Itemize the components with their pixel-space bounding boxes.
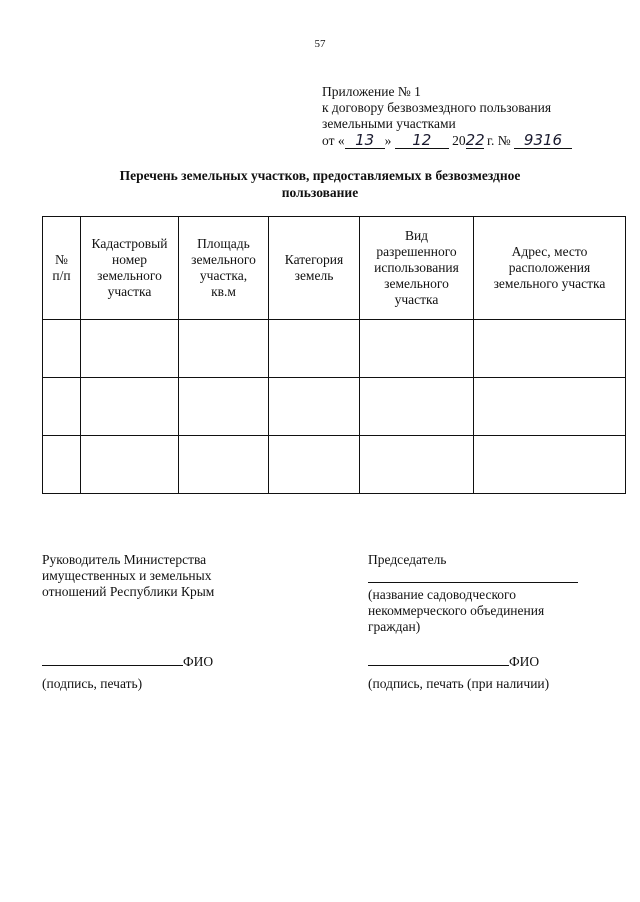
annex-line-plots: земельными участками [322,116,456,131]
header-address: Адрес, место расположения земельного участка [474,217,626,320]
title-line-2: пользование [281,185,359,200]
document-title [100,167,540,201]
table-row [43,436,626,494]
date-month-handwritten: 12 [395,132,449,149]
table-cell [43,320,81,378]
organization-caption [368,587,628,635]
organization-caption-line-1: (название садоводческого [368,587,517,602]
contract-number-handwritten: 9316 [514,132,572,149]
organization-caption-line-3: граждан) [368,619,421,634]
chairman-signature-blank [368,665,509,666]
table-cell [269,378,360,436]
ministry-signature-block [42,552,292,600]
header-land-category: Категория земель [269,217,360,320]
ministry-signature-caption: (подпись, печать) [42,676,143,691]
ministry-signature-line [42,654,302,670]
date-prefix: от « [322,133,345,148]
table-cell [360,436,474,494]
table-cell [269,320,360,378]
title-line-1: Перечень земельных участков, предоставляемых в безвозмездное [119,168,521,183]
land-plots-table [42,216,626,494]
table-cell [43,436,81,494]
ministry-title-line-2: имущественных и земельных [42,568,212,583]
table-cell [179,320,269,378]
header-permitted-use: Вид разрешенного использования земельного участка [360,217,474,320]
header-number: № п/п [43,217,81,320]
header-cadastral-number: Кадастровый номер земельного участка [81,217,179,320]
ministry-title-line-1: Руководитель Министерства [42,552,207,567]
annex-header [322,84,622,152]
organization-caption-line-2: некоммерческого объединения [368,603,545,618]
table-cell [179,436,269,494]
annex-title: Приложение № 1 [322,84,421,99]
date-day-handwritten: 13 [345,132,385,149]
header-area: Площадь земельного участка, кв.м [179,217,269,320]
number-mark: г. № [486,133,511,148]
table-cell [81,378,179,436]
table-cell [81,436,179,494]
ministry-signature-blank [42,665,183,666]
table-header-row [43,217,626,320]
table-row [43,378,626,436]
ministry-fio-label: ФИО [183,654,214,669]
ministry-title-line-3: отношений Республики Крым [42,584,215,599]
annex-line-contract: к договору безвозмездного пользования [322,100,552,115]
chairman-signature-caption: (подпись, печать (при наличии) [368,676,550,691]
date-year-handwritten: 22 [465,131,485,149]
page-number: 57 [314,38,326,50]
table-row [43,320,626,378]
organization-name-blank [368,582,578,583]
table-cell [474,436,626,494]
table-cell [474,320,626,378]
annex-date-line [322,132,622,152]
date-year-prefix: 20 [452,133,466,148]
table-cell [360,378,474,436]
date-close-quote: » [384,133,392,148]
chairman-signature-line [368,654,628,670]
table-cell [81,320,179,378]
table-cell [360,320,474,378]
table-cell [179,378,269,436]
table-cell [269,436,360,494]
chairman-title: Председатель [368,552,447,567]
table-cell [43,378,81,436]
table-cell [474,378,626,436]
chairman-fio-label: ФИО [509,654,540,669]
